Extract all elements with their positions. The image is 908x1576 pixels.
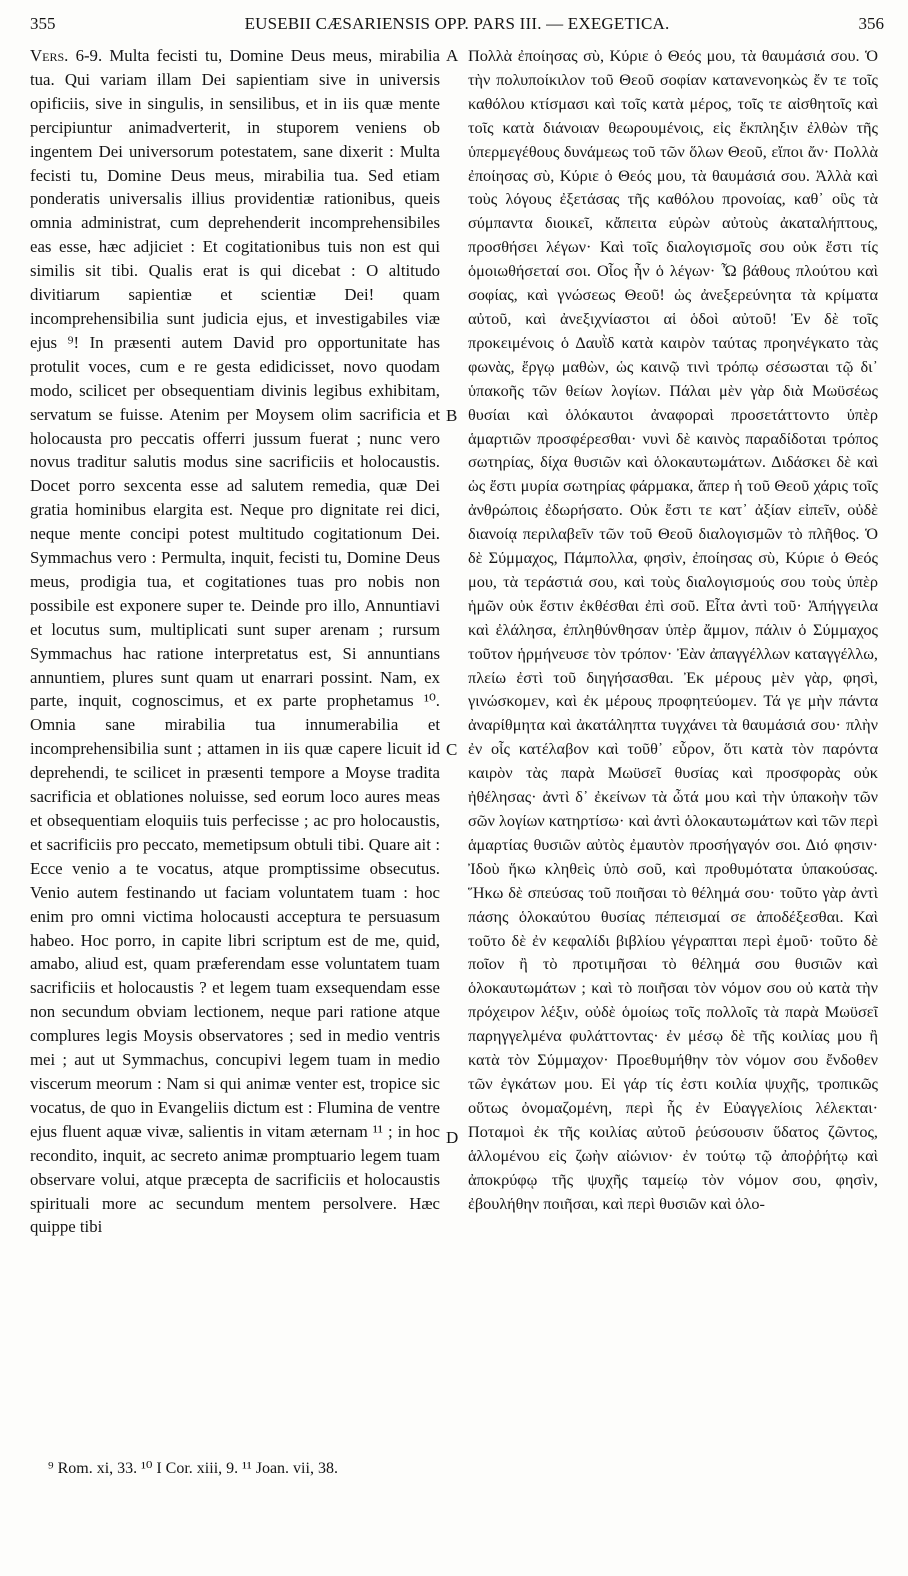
latin-column [30,44,440,1424]
greek-column [468,44,878,1424]
margin-letter-a: A [446,46,459,65]
running-title: EUSEBII CÆSARIENSIS OPP. PARS III. — EXEGETICA. [244,14,670,33]
latin-body: Multa fecisti tu, Domine Deus meus, mirabilia tua. Qui variam illam Dei sapientiam sive in universis opificiis, sive in singulis, in sensilibus, et in iis quæ mente percipiuntur animadverterit, in stuporem veniens ob ingentem Dei universorum potestatem, sane dixerit : Multa fecisti tu, Domine Deus meus, mirabilia tua. Sed etiam ponderatis universalis illius providentiæ rationibus, queis omnia administrat, cum deprehenderit incomprehensibiles eas esse, hæc adjiciet : Et cogitationibus tuis non est qui similis sit tibi. Qualis erat is qui dicebat : O altitudo divitiarum sapientiæ et scientiæ Dei! quam incomprehensibilia sunt judicia ejus, et investigabiles viæ ejus ⁹! In præsenti autem David pro opportunitate has protulit voces, cum e re gesta edidicisset, novo quodam modo, scilicet per obsequentiam divinis legibus exhibitam, servatum se fuisse. Atenim per Moysem olim sacrificia et holocausta pro peccatis offerri jussum fuerat ; nunc vero novus traditur salutis modus sine sacrificiis et holocaustis. Docet porro sexcenta esse ad salutem remedia, quæ Dei gratia hominibus elargita est. Neque pro dignitate rei dici, neque mente concipi potest multitudo cogitationum Dei. Symmachus vero : Permulta, inquit, fecisti tu, Domine Deus meus, prodigia tua, et cogitationes tuas pro nobis non possibile est exponere super te. Deinde pro illo, Annuntiavi et locutus sum, multiplicati sunt super arenam ; rursum Symmachus hac ratione interpretatus est, Si annuntians annuntiem, plures sunt quam ut enarrari possint. Nam, ex parte, inquit, cognoscimus, et ex parte prophetamus ¹⁰. Omnia sane mirabilia tua innumerabilia et incomprehensibilia sunt ; attamen in iis quæ capere licuit id deprehendi, te scilicet in præsenti tempore a Moyse tradita sacrificia et oblationes noluisse, sed eorum loco aures meas et obsequentiam eloquiis tuis perfecisse ; ac pro holocaustis, et sacrificiis pro peccato, memetipsum obtuli tibi. Quare ait : Ecce venio a te vocatus, atque promptissime obsecutus. Venio autem festinando ut faciam voluntatem tuam : hoc enim pro omni victima holocausti acceptura te persuasum habeo. Hoc porro, in capite libri scriptum est de me, quid, amabo, aliud est, quam præferendam esse voluntatem tuam sacrificiis et holocaustis ? et legem tuam exsequendam esse non secundum obviam lectionem, neque pari ratione atque complures legis Moysis observatores ; sed in medio ventris mei ; aut ut Symmachus, concupivi legem tuam in medio viscerum meorum : Nam si qui animæ venter est, tropice sic vocatus, de quo in Evangeliis dictum est : Flumina de ventre ejus fluent aquæ vivæ, salientis in vitam æternam ¹¹ ; in hoc recondito, inquit, ac secreto animæ promptuario legem tuam observare volui, atque præcepta de sacrificiis et holocaustis spirituali more ac secundum mentem persolvere. Hæc quippe tibi [30,46,440,1237]
running-header [30,14,884,40]
margin-letter-b: B [446,406,458,425]
margin-letter-c: C [446,740,458,759]
page-number-right: 356 [858,14,884,33]
greek-text: Πολλὰ ἐποίησας σὺ, Κύριε ὁ Θεός μου, τὰ θαυμάσιά σου. Ὁ τὴν πολυποίκιλον τοῦ Θεοῦ σοφίαν κατανενοηκὼς ἔν τε τοῖς καθόλου κτίσμασι καὶ τοῖς κατὰ μέρος, τοῖς τε αἰσθητοῖς καὶ τοῖς κατὰ διάνοιαν θεωρουμένοις, εἰς ἔκπληξιν ἐλθὼν τῆς ὑπερμεγέθους δυνάμεως τοῦ τῶν ὅλων Θεοῦ, εἴποι ἄν· Πολλὰ ἐποίησας σὺ, Κύριε ὁ Θεός μου, τὰ θαυμάσιά σου. Ἀλλὰ καὶ τοὺς λόγους ἐξετάσας τῆς καθόλου προνοίας, καθ᾽ οὓς τὰ σύμπαντα διοικεῖ, κἄπειτα εὑρὼν αὐτοὺς ἀκαταλήπτους, προσθήσει λέγων· Καὶ τοῖς διαλογισμοῖς σου οὐκ ἔστι τίς ὁμοιωθήσεταί σοι. Οἷος ἦν ὁ λέγων· Ὦ βάθους πλούτου καὶ σοφίας, καὶ γνώσεως Θεοῦ! ὡς ἀνεξερεύνητα τὰ κρίματα αὐτοῦ, καὶ ἀνεξιχνίαστοι αἱ ὁδοὶ αὐτοῦ! Ἐν δὲ τοῖς προκειμένοις ὁ Δαυῒδ κατὰ καιρὸν ταύτας προηνέγκατο τὰς φωνὰς, ἔργῳ μαθὼν, ὡς καινῷ τινὶ τρόπῳ σέσωσται τῷ δι᾽ ὑπακοῆς τῶν θείων λογίων. Πάλαι μὲν γὰρ διὰ Μωϋσέως θυσίαι καὶ ὁλόκαυτοι ἀναφοραὶ προσετάττοντο ὑπὲρ ἁμαρτιῶν προσφέρεσθαι· νυνὶ δὲ καινὸς παραδίδοται τρόπος σωτηρίας, δίχα θυσιῶν καὶ ὁλοκαυτωμάτων. Διδάσκει δὲ καὶ ὡς ἔστι μυρία σωτηρίας φάρμακα, ἅπερ ἡ τοῦ Θεοῦ χάρις τοῖς ἀνθρώποις ἐδωρήσατο. Οὐκ ἔστι τε κατ᾽ ἀξίαν εἰπεῖν, οὐδὲ διανοίᾳ περιλαβεῖν τῶν τοῦ Θεοῦ διαλογισμῶν τὸ πλῆθος. Ὁ δὲ Σύμμαχος, Πάμπολλα, φησὶν, ἐποίησας σὺ, Κύριε ὁ Θεός μου, τὰ τεράστιά σου, καὶ τοὺς διαλογισμούς σου τοὺς ὑπὲρ ἡμῶν οὐκ ἔστιν ἐκθέσθαι ἐπὶ σοῦ. Εἶτα ἀντὶ τοῦ· Ἀπήγγειλα καὶ ἐλάλησα, ἐπληθύνθησαν ὑπὲρ ἄμμον, πάλιν ὁ Σύμμαχος τοῦτον ἡρμήνευσε τὸν τρόπον· Ἐὰν ἀπαγγέλλων καταγγέλλω, πλείω ἐστὶ τοῦ διηγήσασθαι. Ἐκ μέρους μὲν γὰρ, φησὶ, γινώσκομεν, καὶ ἐκ μέρους προφητεύομεν. Τά γε μὴν πάντα ἀναρίθμητα καὶ ἀκατάληπτα τυγχάνει τὰ θαυμάσιά σου· πλὴν ἐν οἷς κατέλαβον καὶ τοῦθ᾽ εὗρον, ὅτι κατὰ τὸν παρόντα καιρὸν τὰς παρὰ Μωϋσεῖ θυσίας καὶ προσφορὰς οὐκ ἠθέλησας· ἀντὶ δ᾽ ἐκείνων τὰ ὦτά μου καὶ τὴν ὑπακοὴν τῶν σῶν λογίων κατηρτίσω· καὶ ἀντὶ ὁλοκαυτωμάτων καὶ τῶν περὶ ἁμαρτίας θυσιῶν αὐτὸς ἐμαυτὸν προσήγαγόν σοι. Διό φησιν· Ἰδοὺ ἥκω κληθεὶς ὑπὸ σοῦ, καὶ προθυμότατα ὑπακούσας. Ἥκω δὲ σπεύσας τοῦ ποιῆσαι τὸ θέλημά σου· τοῦτο γὰρ ἀντὶ πάσης ὁλοκαύτου θυσίας πέπεισμαί σε ἀποδέξεσθαι. Καὶ τοῦτο δὲ ἐν κεφαλίδι βιβλίου γέγραπται περὶ ἐμοῦ· τοῦτο δὲ ποῖον ἢ τὸ προτιμῆσαι τὸ θέλημά σου θυσιῶν καὶ ὁλοκαυτωμάτων ; καὶ τὸ ποιῆσαι τὸν νόμον σου οὐ κατὰ τὴν πρόχειρον λέξιν, οὐδὲ ὁμοίως τοῖς πολλοῖς τὰ παρὰ Μωϋσεῖ παρηγγελμένα φυλάττοντας· ἐν μέσῳ δὲ τῆς κοιλίας μου ἢ κατὰ τὸν Σύμμαχον· Προεθυμήθην τὸν νόμον σου ἔνδοθεν τῶν ἐγκάτων μου. Εἰ γάρ τίς ἐστι κοιλία ψυχῆς, τροπικῶς οὕτως ὀνομαζομένη, περὶ ἧς ἐν Εὐαγγελίοις λέλεκται· Ποταμοὶ ἐκ τῆς κοιλίας αὐτοῦ ῥεύσουσιν ὕδατος ζῶντος, ἁλλομένου εἰς ζωὴν αἰώνιον· ἐν τούτῳ τῷ ἀποῤῥήτῳ καὶ ἀποκρύφῳ τῆς ψυχῆς ταμείῳ τὸν νόμον σου, φησὶν, ἐβουλήθην ποιῆσαι, καὶ περὶ θυσιῶν καὶ ὁλο- [468,46,878,1213]
latin-text [30,44,440,1239]
verse-label: Vers. 6-9. [30,46,103,65]
page-number-left: 355 [30,14,56,33]
footnotes: ⁹ Rom. xi, 33. ¹⁰ I Cor. xiii, 9. ¹¹ Joan. vii, 38. [48,1460,338,1477]
margin-letter-d: D [446,1128,459,1147]
